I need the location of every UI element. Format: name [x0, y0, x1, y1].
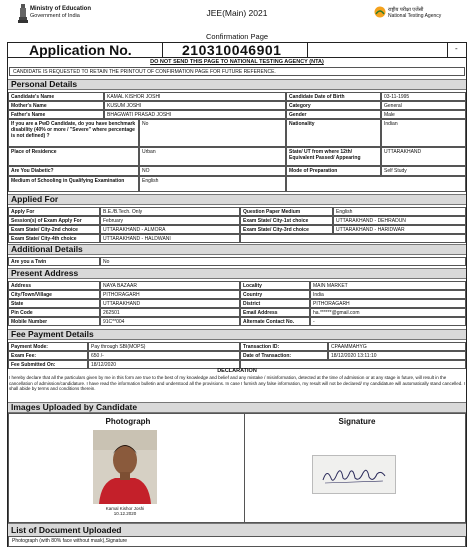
field-label: Address	[8, 281, 100, 290]
field-value: Pay through SBI(MOPS)	[88, 342, 240, 351]
nta-name-english: National Testing Agency	[388, 13, 442, 19]
field-label: State	[8, 299, 100, 308]
exam-title: JEE(Main) 2021	[206, 8, 268, 18]
notice-do-not-send: DO NOT SEND THIS PAGE TO NATIONAL TESTING AGENCY (NTA)	[150, 59, 324, 65]
photograph-heading: Photograph	[105, 417, 151, 426]
field-value: 262501	[100, 308, 240, 317]
divider	[244, 413, 245, 523]
photo-caption-date: 10.12.2020	[113, 511, 137, 516]
declaration-text: I hereby declare that all the particulars given by me in this form are true to the best of my knowledge and belief and any mistake / misinformation, detected at the time of admission or at any stage in future, will result in the cancellation of admission/candidature. I have read the information bulletin and understood all the provisions. In case I furnish any false information, my result will not be declared/ my candidature will automatically stand cancelled. I shall abide by terms and conditions therein.	[9, 375, 465, 391]
field-label: Exam State/ City-3rd choice	[240, 225, 333, 234]
field-label: Mobile Number	[8, 317, 100, 326]
field-value: BHAGWATI PRASAD JOSHI	[104, 110, 286, 119]
field-value: NAYA BAZAAR	[100, 281, 240, 290]
section-personal-details: Personal Details	[8, 79, 466, 90]
field-label: District	[240, 299, 310, 308]
field-value: UTTARAKHAND - HARIDWAR	[333, 225, 466, 234]
section-fee-payment: Fee Payment Details	[8, 329, 466, 340]
field-label: Place of Residence	[8, 147, 139, 166]
field-label: Country	[240, 290, 310, 299]
field-value: PITHORAGARH	[100, 290, 240, 299]
field-label: Category	[286, 101, 381, 110]
notice-retain-printout: CANDIDATE IS REQUESTED TO RETAIN THE PRINTOUT OF CONFIRMATION PAGE FOR FUTURE REFERENCE.	[9, 67, 465, 76]
field-label: Apply For	[8, 207, 100, 216]
field-value: Indian	[381, 119, 466, 147]
empty-cell	[240, 234, 466, 243]
field-value: 18/12/2020 13:11:10	[328, 351, 466, 360]
field-label: Gender	[286, 110, 381, 119]
field-label: Exam State/ City-4th choice	[8, 234, 100, 243]
images-box	[8, 413, 466, 523]
application-number-extra: -	[455, 44, 458, 53]
field-label: Alternate Contact No.	[240, 317, 310, 326]
empty-cell	[286, 176, 466, 192]
field-value: India	[310, 290, 466, 299]
field-value: English	[333, 207, 466, 216]
field-value: Male	[381, 110, 466, 119]
divider	[307, 42, 308, 57]
field-label: Session(s) of Exam Apply For	[8, 216, 100, 225]
field-value: NO	[139, 166, 286, 176]
field-label: Email Address	[240, 308, 310, 317]
candidate-photo	[93, 430, 157, 504]
field-label: Candidate Date of Birth	[286, 92, 381, 101]
signature-heading: Signature	[338, 417, 376, 426]
field-label: Exam State/ City-2nd choice	[8, 225, 100, 234]
section-present-address: Present Address	[8, 268, 466, 279]
page-title: Confirmation Page	[205, 32, 269, 41]
field-label: Fee Submitted On:	[8, 360, 88, 369]
field-value: 91C**004	[100, 317, 240, 326]
field-value: February	[100, 216, 240, 225]
field-value: UTTARAKHAND - ALMORA	[100, 225, 240, 234]
declaration-heading: DECLARATION	[217, 368, 257, 374]
section-images: Images Uploaded by Candidate	[8, 402, 466, 413]
field-value: KUSUM JOSHI	[104, 101, 286, 110]
section-additional-details: Additional Details	[8, 244, 466, 255]
section-documents: List of Document Uploaded	[8, 523, 466, 536]
field-value: B.E./B.Tech. Only	[100, 207, 240, 216]
field-value: No	[100, 257, 466, 266]
nta-name-hindi: राष्ट्रीय परीक्षा एजेंसी	[388, 7, 424, 13]
document-item: Photograph (with 80% face without mask),Signature	[8, 536, 466, 547]
field-value: -	[310, 317, 466, 326]
photo-caption	[93, 506, 157, 516]
field-label: Locality	[240, 281, 310, 290]
field-value: No	[139, 119, 286, 147]
field-value: UTTARAKHAND - DEHRADUN	[333, 216, 466, 225]
field-label: City/Town/Village	[8, 290, 100, 299]
field-label: Mode of Preparation	[286, 166, 381, 176]
field-label: Father's Name	[8, 110, 104, 119]
nta-name	[388, 7, 441, 19]
field-value: UTTARAKHAND	[100, 299, 240, 308]
application-number-label: Application No.	[29, 42, 132, 58]
divider	[162, 42, 163, 57]
field-label: Medium of Schooling in Qualifying Examination	[8, 176, 139, 192]
field-value: English	[139, 176, 286, 192]
divider	[447, 42, 448, 57]
field-value: Self Study	[381, 166, 466, 176]
field-value: UTTARAKHAND	[381, 147, 466, 166]
nta-logo-icon	[374, 6, 386, 18]
field-label: Pin Code	[8, 308, 100, 317]
candidate-signature	[312, 455, 396, 494]
field-value: PITHORAGARH	[310, 299, 466, 308]
field-value: KAMAL KISHOR JOSHI	[104, 92, 286, 101]
field-label: Transaction ID:	[240, 342, 328, 351]
field-label: Candidate's Name	[8, 92, 104, 101]
application-number-row	[7, 42, 467, 58]
field-label: Payment Mode:	[8, 342, 88, 351]
field-value: CPAAMMAHYG	[328, 342, 466, 351]
section-applied-for: Applied For	[8, 194, 466, 205]
field-label: Are you a Twin	[8, 257, 100, 266]
field-label: Date of Transaction:	[240, 351, 328, 360]
field-value: 650 /-	[88, 351, 240, 360]
field-label: Are You Diabetic?	[8, 166, 139, 176]
field-label: Exam State/ City-1st choice	[240, 216, 333, 225]
field-label: State/ UT from where 12th/ Equivalent Passed/ Appearing	[286, 147, 381, 166]
ministry-line-1: Ministry of Education	[30, 6, 92, 12]
field-value: MAIN MARKET	[310, 281, 466, 290]
field-value: 18/12/2020	[88, 360, 240, 369]
ministry-line-2: Government of India	[30, 12, 80, 19]
field-label: If you are a PwD Candidate, do you have benchmark disability (40% or more / "Severe" where percentage is not defined) ?	[8, 119, 139, 147]
field-label: Nationality	[286, 119, 381, 147]
field-label: Question Paper Medium	[240, 207, 333, 216]
field-label: Exam Fee:	[8, 351, 88, 360]
field-value: UTTARAKHAND - HALDWANI	[100, 234, 240, 243]
photo-caption-name: Kamal Kishor Joshi	[105, 506, 145, 511]
field-value: ha.******@gmail.com	[310, 308, 466, 317]
field-label: Mother's Name	[8, 101, 104, 110]
field-value: Urban	[139, 147, 286, 166]
field-value: General	[381, 101, 466, 110]
application-number-value: 210310046901	[182, 42, 282, 58]
field-value: 03-11-1995	[381, 92, 466, 101]
